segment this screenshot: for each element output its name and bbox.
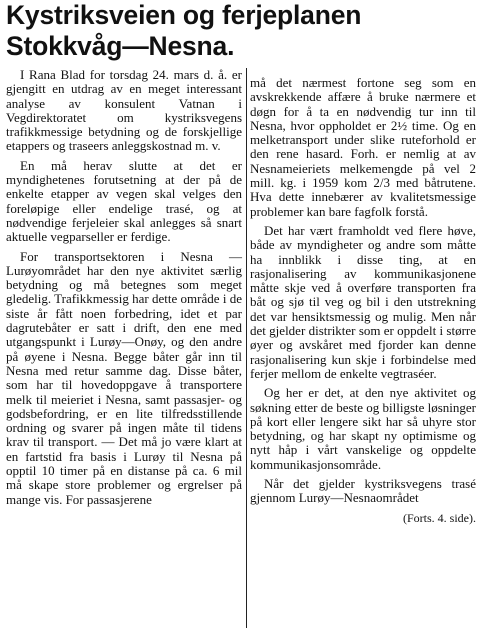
paragraph-4: må det nærmest fortone seg som en avskrekkende affære å bruke nærmere et døgn for å ta en nødvendig tur inn til Nesna, hvor oppholdet er 2½ time. Og en melketransport under slike ruteforhold er den rene hasard. Forh. er nemlig at av Nesnameieriets melkemengde på vel 2 mill. kg. i 1959 kom 2/3 med båtrutene. Hva dette innebærer av kvalitetsmessige problemer kan bare fagfolk forstå. [250,75,476,219]
right-column [250,76,476,530]
continuation-note: (Forts. 4. side). [403,510,476,525]
paragraph-6: Og her er det, at den nye aktivitet og søkning etter de beste og billigste løsninger på kort eller lengere sikt har så uhyre stor betydning, og har skapt ny optimisme og nytt håp i vårt vanskelige og oppdelte kommunikasjonsområde. [250,385,477,472]
paragraph-3: For transportsektoren i Nesna — Lurøyområdet har den nye aktivitet særlig betydning og må betegnes som meget gledelig. Trafikkmessig har dette område i de siste år fått noen forbedring, idet et par dagrutebåter er satt i drift, den ene med utgangspunkt i Lurøy—Onøy, og den andre på øyene i Nesna. Begge båter går inn til Nesna med retur samme dag. Disse båter, som har til hovedoppgave å transportere melk til meieriet i Nesna, samt passasjer- og godsbefordring, er en lite tilfredsstillende ordning og svarer på ingen måte til tidens krav til transport. — Det må jo være klart at en fartstid fra basis i Lurøy til Nesna på opptil 10 timer på en distanse på ca. 6 mil må skape store problemer og ergrelser på mange vis. For passasjerene [6,248,242,507]
paragraph-7: Når det gjelder kystriksvegens trasé gjennom Lurøy—Nesnaområdet [250,476,476,506]
headline-line-1: Kystriksveien og ferjeplanen [6,0,362,30]
headline-line-2: Stokkvåg—Nesna. [6,31,235,61]
left-column [6,68,242,512]
paragraph-1: I Rana Blad for torsdag 24. mars d. å. er gjengitt en utdrag av en meget interessant analyse av konsulent Vatnan i Vegdirektoratet om kystriksvegens trafikkmessige betydning og de forskjellige etappers og traseers anleggskostnad m. v. [6,67,242,154]
column-divider [246,68,247,628]
paragraph-5: Det har vært framholdt ved flere høve, både av myndigheter og andre som måtte ha innblikk i disse ting, at en rasjonalisering av kommunikasjonene måtte skje ved å overføre transporten fra båt og sjø til veg og bil i den utstrekning det var hensiktsmessig og mulig. Men når det gjelder distrikter som er oppdelt i større øyer og avskåret med fjorder kan denne rasjonalisering kun skje i forbindelse med ferjer mellom de enkelte vegtraséer. [250,222,476,381]
paragraph-2: En må herav slutte at det er myndighetenes forutsetning at der på de enkelte etapper av vegen skal velges den foreløpige eller endelige trasé, og at nødvendige ferjeleier skal anlegges så snart aktuelle vegparseller er ferdige. [6,157,242,245]
article-headline [6,0,362,62]
